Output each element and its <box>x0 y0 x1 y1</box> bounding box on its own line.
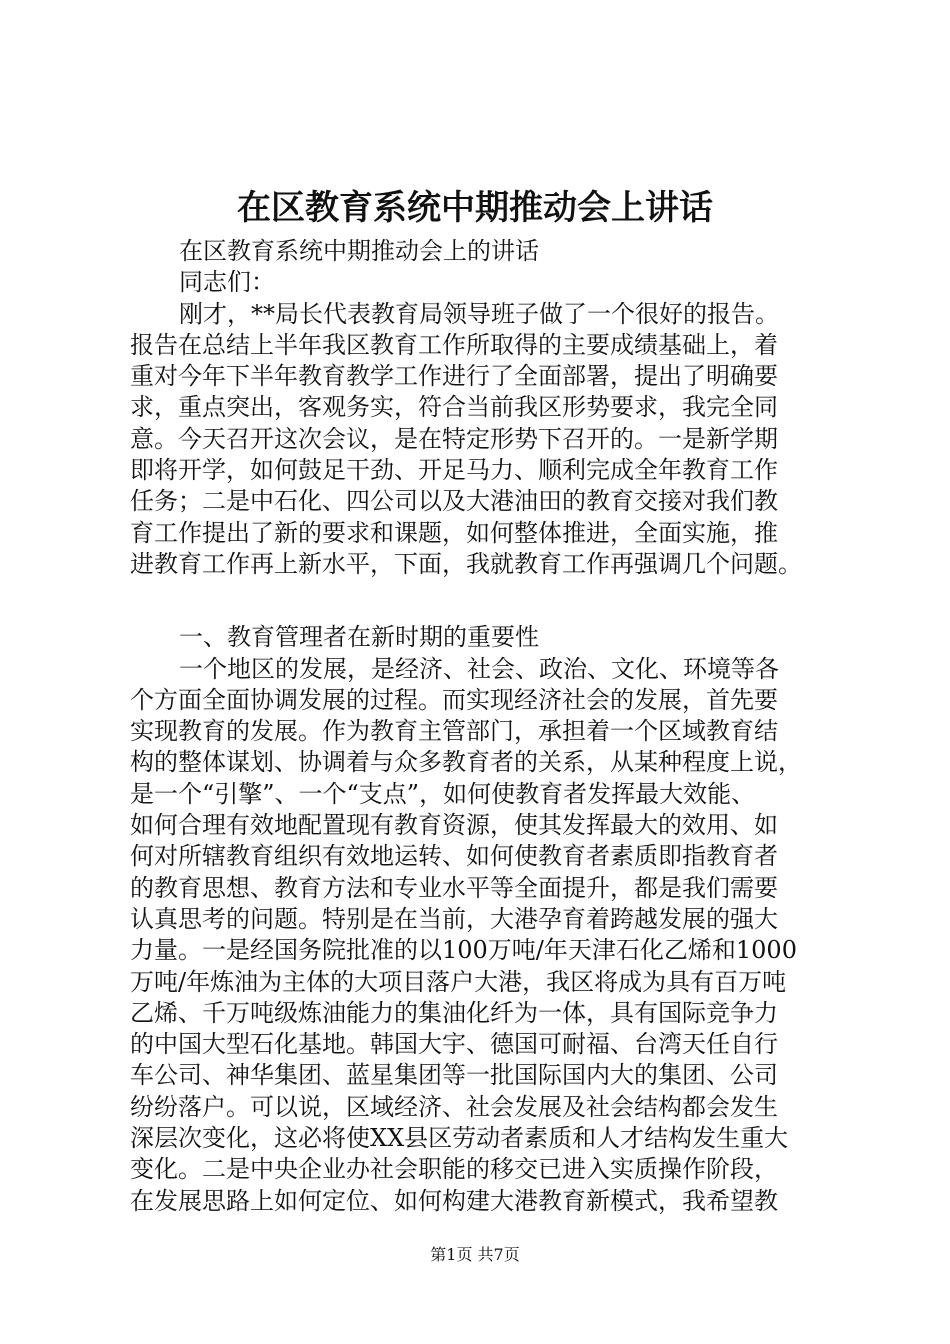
salutation: 同志们： <box>179 268 275 297</box>
paragraph-line: 构的整体谋划、协调着与众多教育者的关系，从某种程度上说， <box>130 748 802 777</box>
paragraph-line: 意。今天召开这次会议，是在特定形势下召开的。一是新学期 <box>130 424 778 453</box>
paragraph-line: 是一个“引擎”、一个“支点”，如何使教育者发挥最大效能、 <box>130 779 756 808</box>
paragraph-line: 变化。二是中央企业办社会职能的移交已进入实质操作阶段， <box>130 1155 778 1184</box>
paragraph-line: 认真思考的问题。特别是在当前，大港孕育着跨越发展的强大 <box>130 904 778 933</box>
paragraph-gap <box>130 580 830 622</box>
paragraph-line: 力量。一是经国务院批准的以100万吨/年天津石化乙烯和1000 <box>130 936 797 965</box>
paragraph-line: 任务；二是中石化、四公司以及大港油田的教育交接对我们教 <box>130 487 778 516</box>
paragraph-line: 如何合理有效地配置现有教育资源，使其发挥最大的效用、如 <box>130 811 778 840</box>
document-body <box>130 236 830 1217</box>
paragraph-line: 即将开学，如何鼓足干劲、开足马力、顺利完成全年教育工作 <box>130 456 778 485</box>
speech-subtitle: 在区教育系统中期推动会上的讲话 <box>179 237 539 265</box>
paragraph-line: 育工作提出了新的要求和课题，如何整体推进，全面实施，推 <box>130 518 778 547</box>
paragraph-line: 求，重点突出，客观务实，符合当前我区形势要求，我完全同 <box>130 393 778 422</box>
paragraph-2 <box>130 654 830 1217</box>
paragraph-line: 实现教育的发展。作为教育主管部门，承担着一个区域教育结 <box>130 717 778 746</box>
paragraph-line: 深层次变化，这必将使XX县区劳动者素质和人才结构发生重大 <box>130 1124 789 1153</box>
paragraph-1 <box>130 299 830 581</box>
paragraph-line: 重对今年下半年教育教学工作进行了全面部署，提出了明确要 <box>130 362 778 391</box>
paragraph-line: 刚才，**局长代表教育局领导班子做了一个很好的报告。 <box>179 299 779 328</box>
paragraph-line: 纷纷落户。可以说，区域经济、社会发展及社会结构都会发生 <box>130 1092 778 1121</box>
paragraph-line: 万吨/年炼油为主体的大项目落户大港，我区将成为具有百万吨 <box>130 967 787 996</box>
paragraph-line: 个方面全面协调发展的过程。而实现经济社会的发展，首先要 <box>130 685 778 714</box>
paragraph-line: 的中国大型石化基地。韩国大宇、德国可耐福、台湾天任自行 <box>130 1030 778 1059</box>
paragraph-line: 在发展思路上如何定位、如何构建大港教育新模式，我希望教 <box>130 1186 778 1215</box>
section-heading: 一、教育管理者在新时期的重要性 <box>179 623 539 652</box>
paragraph-line: 何对所辖教育组织有效地运转、如何使教育者素质即指教育者 <box>130 842 778 871</box>
document-title: 在区教育系统中期推动会上讲话 <box>237 188 713 228</box>
paragraph-line: 乙烯、千万吨级炼油能力的集油化纤为一体，具有国际竞争力 <box>130 998 778 1027</box>
paragraph-line: 进教育工作再上新水平，下面，我就教育工作再强调几个问题。 <box>130 549 802 578</box>
paragraph-line: 车公司、神华集团、蓝星集团等一批国际国内大的集团、公司 <box>130 1061 778 1090</box>
page-indicator: 第1页 共7页 <box>430 1245 520 1264</box>
paragraph-line: 的教育思想、教育方法和专业水平等全面提升，都是我们需要 <box>130 873 778 902</box>
paragraph-line: 报告在总结上半年我区教育工作所取得的主要成绩基础上，着 <box>130 330 778 359</box>
paragraph-line: 一个地区的发展，是经济、社会、政治、文化、环境等各 <box>179 654 779 683</box>
